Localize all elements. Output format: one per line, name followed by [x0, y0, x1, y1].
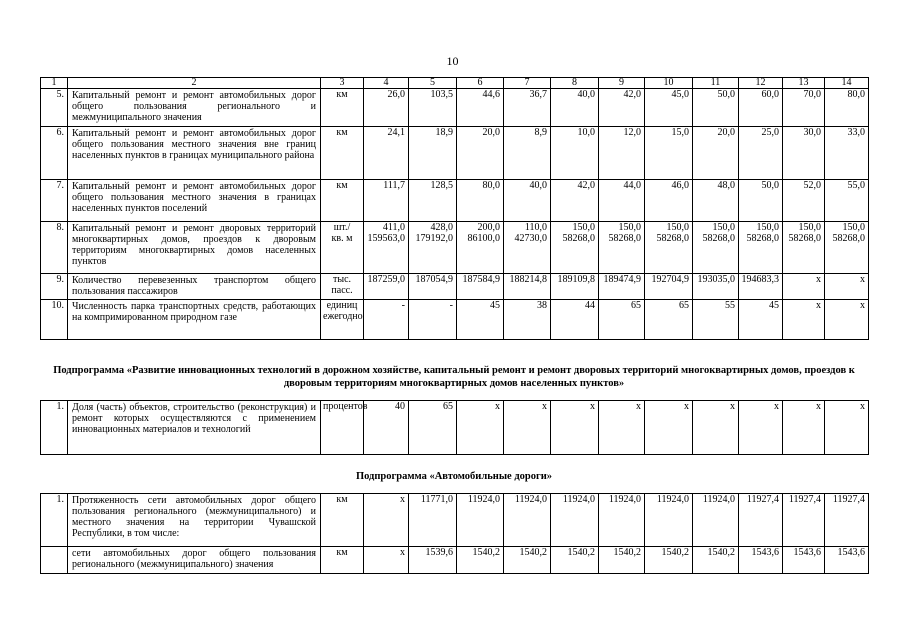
value-cell: 1543,6	[739, 547, 783, 574]
value-cell: 11927,4	[739, 494, 783, 547]
value-cell: 42,0	[551, 180, 599, 222]
value-cell: 86100,0	[457, 233, 504, 273]
value-cell: 1540,2	[645, 547, 693, 574]
value-cell: 11924,0	[645, 494, 693, 547]
value-cell: 18,9	[409, 127, 457, 180]
value-cell: 200,0	[457, 222, 504, 234]
value-cell: 58268,0	[783, 233, 825, 273]
value-cell: 11771,0	[409, 494, 457, 547]
unit-cell: кв. м	[321, 233, 364, 273]
subprogram-heading-roads: Подпрограмма «Автомобильные дороги»	[355, 471, 553, 482]
row-number: 7.	[41, 180, 68, 222]
value-cell: 411,0	[364, 222, 409, 234]
row-number: 1.	[41, 401, 68, 455]
table-row	[41, 547, 869, 574]
column-number: 4	[364, 78, 409, 89]
table-row	[41, 401, 869, 455]
value-cell: х	[825, 299, 869, 339]
value-cell: 58268,0	[739, 233, 783, 273]
value-cell: 58268,0	[551, 233, 599, 273]
value-cell: 65	[645, 299, 693, 339]
value-cell: -	[409, 299, 457, 339]
column-number-row	[41, 78, 869, 89]
value-cell: 150,0	[645, 222, 693, 234]
value-cell: 128,5	[409, 180, 457, 222]
row-number	[41, 547, 68, 574]
value-cell: 65	[599, 299, 645, 339]
value-cell: 24,1	[364, 127, 409, 180]
indicator-name: Капитальный ремонт и ремонт дворовых территорий многоквартирных домов, проездов к дворовым территориям многоквартирных домов населенных пунктов	[68, 222, 321, 274]
indicator-name: сети автомобильных дорог общего пользования регионального (межмуниципального) значения	[68, 547, 321, 574]
value-cell: 187259,0	[364, 273, 409, 299]
value-cell: 50,0	[739, 180, 783, 222]
table-row	[41, 299, 869, 339]
value-cell: х	[783, 273, 825, 299]
value-cell: 44,0	[599, 180, 645, 222]
column-number: 1	[41, 78, 68, 89]
value-cell: 15,0	[645, 127, 693, 180]
value-cell: х	[825, 273, 869, 299]
value-cell: 111,7	[364, 180, 409, 222]
value-cell: 36,7	[504, 89, 551, 127]
value-cell: 11924,0	[457, 494, 504, 547]
value-cell: 193035,0	[693, 273, 739, 299]
indicator-name: Протяженность сети автомобильных дорог общего пользования регионального (межмуниципального) и местного значения на территории Чувашской Республики, в том числе:	[68, 494, 321, 547]
unit-cell: км	[321, 494, 364, 547]
value-cell: 40	[364, 401, 409, 455]
value-cell: 80,0	[825, 89, 869, 127]
column-number: 5	[409, 78, 457, 89]
value-cell: 40,0	[504, 180, 551, 222]
value-cell: 150,0	[739, 222, 783, 234]
value-cell: 1540,2	[457, 547, 504, 574]
value-cell: 70,0	[783, 89, 825, 127]
value-cell: 192704,9	[645, 273, 693, 299]
row-number: 1.	[41, 494, 68, 547]
value-cell: 194683,3	[739, 273, 783, 299]
value-cell: 45	[739, 299, 783, 339]
unit-cell: км	[321, 127, 364, 180]
column-number: 9	[599, 78, 645, 89]
table-row	[41, 127, 869, 180]
value-cell: 65	[409, 401, 457, 455]
value-cell: 46,0	[645, 180, 693, 222]
column-number: 11	[693, 78, 739, 89]
value-cell: 45,0	[645, 89, 693, 127]
value-cell: 150,0	[783, 222, 825, 234]
indicator-name: Капитальный ремонт и ремонт автомобильных дорог общего пользования регионального и межмуниципального значения	[68, 89, 321, 127]
value-cell: 44	[551, 299, 599, 339]
value-cell: х	[504, 401, 551, 455]
value-cell: 11924,0	[599, 494, 645, 547]
value-cell: 38	[504, 299, 551, 339]
column-number: 8	[551, 78, 599, 89]
value-cell: 44,6	[457, 89, 504, 127]
value-cell: -	[364, 299, 409, 339]
value-cell: 52,0	[783, 180, 825, 222]
value-cell: 1539,6	[409, 547, 457, 574]
unit-cell: км	[321, 547, 364, 574]
value-cell: 1543,6	[783, 547, 825, 574]
value-cell: 25,0	[739, 127, 783, 180]
table-row	[41, 89, 869, 127]
column-number: 13	[783, 78, 825, 89]
value-cell: 103,5	[409, 89, 457, 127]
indicator-name: Численность парка транспортных средств, работающих на компримированном природном газе	[68, 299, 321, 339]
value-cell: 45	[457, 299, 504, 339]
value-cell: 189474,9	[599, 273, 645, 299]
value-cell: х	[783, 401, 825, 455]
value-cell: 1540,2	[599, 547, 645, 574]
value-cell: 50,0	[693, 89, 739, 127]
indicator-name: Капитальный ремонт и ремонт автомобильных дорог общего пользования местного значения вне границ населенных пунктов в границах муниципального района	[68, 127, 321, 180]
value-cell: 80,0	[457, 180, 504, 222]
column-number: 7	[504, 78, 551, 89]
indicator-name: Доля (часть) объектов, строительство (реконструкция) и ремонт которых осуществляются с применением инновационных материалов и технологий	[68, 401, 321, 455]
unit-cell: единиц ежегодно	[321, 299, 364, 339]
value-cell: 11927,4	[825, 494, 869, 547]
value-cell: 110,0	[504, 222, 551, 234]
value-cell: 20,0	[457, 127, 504, 180]
row-number: 8.	[41, 222, 68, 274]
value-cell: 58268,0	[599, 233, 645, 273]
value-cell: 12,0	[599, 127, 645, 180]
row-number: 5.	[41, 89, 68, 127]
table-row	[41, 180, 869, 222]
value-cell: 11924,0	[693, 494, 739, 547]
unit-cell: тыс. пасс.	[321, 273, 364, 299]
value-cell: х	[783, 299, 825, 339]
innovation-table	[40, 400, 869, 455]
value-cell: 150,0	[693, 222, 739, 234]
value-cell: 58268,0	[645, 233, 693, 273]
value-cell: 11924,0	[551, 494, 599, 547]
table-row	[41, 222, 869, 234]
page-number: 10	[446, 54, 459, 68]
value-cell: 55,0	[825, 180, 869, 222]
column-number: 2	[68, 78, 321, 89]
unit-cell: км	[321, 180, 364, 222]
value-cell: 30,0	[783, 127, 825, 180]
subprogram-heading-innovation: Подпрограмма «Развитие инновационных технологий в дорожном хозяйстве, капитальный ремонт и ремонт дворовых территорий многоквартирных домов, проездов к дворовым территориям многоквартирных домов населенных пунктов»	[53, 365, 855, 389]
unit-cell: шт./	[321, 222, 364, 234]
column-number: 6	[457, 78, 504, 89]
value-cell: 179192,0	[409, 233, 457, 273]
value-cell: 1540,2	[551, 547, 599, 574]
value-cell: 11927,4	[783, 494, 825, 547]
value-cell: 58268,0	[825, 233, 869, 273]
value-cell: 20,0	[693, 127, 739, 180]
value-cell: 55	[693, 299, 739, 339]
column-number: 10	[645, 78, 693, 89]
value-cell: 58268,0	[693, 233, 739, 273]
value-cell: 428,0	[409, 222, 457, 234]
value-cell: 1543,6	[825, 547, 869, 574]
value-cell: х	[364, 494, 409, 547]
value-cell: 187584,9	[457, 273, 504, 299]
value-cell: 48,0	[693, 180, 739, 222]
value-cell: х	[645, 401, 693, 455]
value-cell: 150,0	[551, 222, 599, 234]
value-cell: 1540,2	[693, 547, 739, 574]
value-cell: 40,0	[551, 89, 599, 127]
value-cell: 42,0	[599, 89, 645, 127]
value-cell: 60,0	[739, 89, 783, 127]
value-cell: х	[693, 401, 739, 455]
value-cell: х	[739, 401, 783, 455]
value-cell: 11924,0	[504, 494, 551, 547]
value-cell: х	[457, 401, 504, 455]
roads-table	[40, 493, 869, 574]
value-cell: 8,9	[504, 127, 551, 180]
value-cell: 188214,8	[504, 273, 551, 299]
indicators-table	[40, 77, 869, 340]
value-cell: 42730,0	[504, 233, 551, 273]
unit-cell: процентов	[321, 401, 364, 455]
value-cell: 10,0	[551, 127, 599, 180]
value-cell: 159563,0	[364, 233, 409, 273]
row-number: 6.	[41, 127, 68, 180]
value-cell: 1540,2	[504, 547, 551, 574]
value-cell: х	[364, 547, 409, 574]
column-number: 3	[321, 78, 364, 89]
value-cell: х	[599, 401, 645, 455]
value-cell: 150,0	[599, 222, 645, 234]
value-cell: 26,0	[364, 89, 409, 127]
indicator-name: Капитальный ремонт и ремонт автомобильных дорог общего пользования местного значения в границах населенных пунктов поселений	[68, 180, 321, 222]
column-number: 12	[739, 78, 783, 89]
row-number: 10.	[41, 299, 68, 339]
indicator-name: Количество перевезенных транспортом общего пользования пассажиров	[68, 273, 321, 299]
value-cell: 189109,8	[551, 273, 599, 299]
unit-cell: км	[321, 89, 364, 127]
table-row	[41, 494, 869, 547]
column-number: 14	[825, 78, 869, 89]
value-cell: 187054,9	[409, 273, 457, 299]
value-cell: х	[551, 401, 599, 455]
table-row	[41, 273, 869, 299]
value-cell: 33,0	[825, 127, 869, 180]
value-cell: 150,0	[825, 222, 869, 234]
row-number: 9.	[41, 273, 68, 299]
value-cell: х	[825, 401, 869, 455]
